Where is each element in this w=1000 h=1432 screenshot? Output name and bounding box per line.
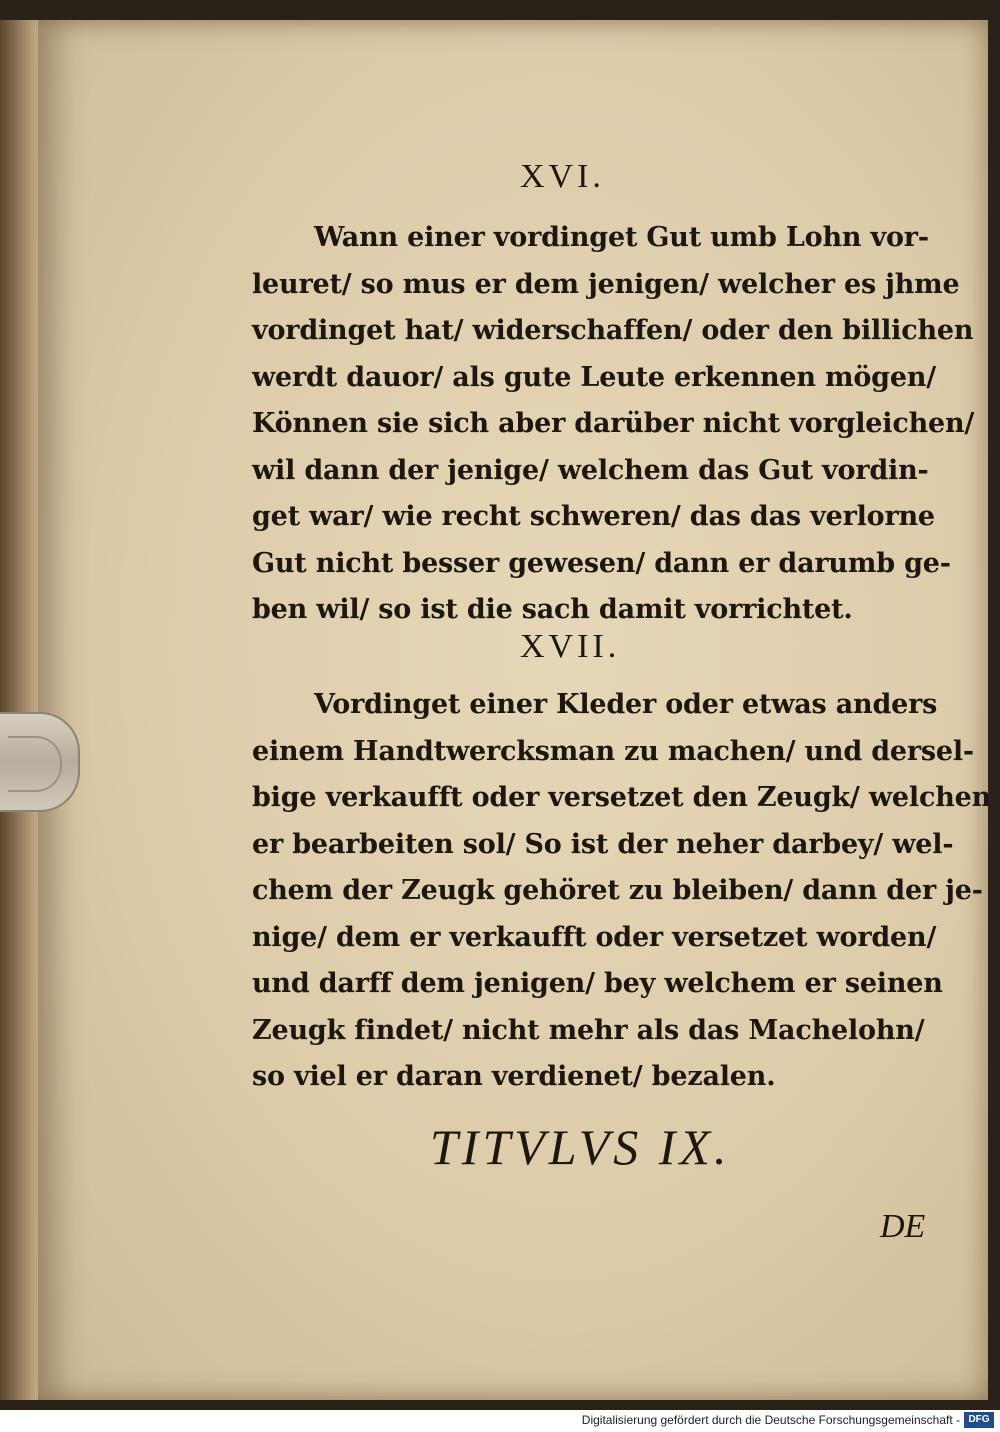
paragraph-line: Können sie sich aber darüber nicht vorgleichen/ (252, 408, 975, 439)
book-page-edges (0, 20, 42, 1400)
section-paragraph-xvii (252, 682, 992, 1101)
paragraph-line: wil dann der jenige/ welchem das Gut vordin- (252, 454, 929, 486)
paragraph-line: Wann einer vordinget Gut umb Lohn vor- (314, 222, 929, 253)
section-heading-xvi: XVI. (520, 158, 605, 195)
paragraph-line: chem der Zeugk gehöret zu bleiben/ dann der je- (252, 875, 983, 906)
dfg-logo-icon: DFG (964, 1412, 994, 1428)
paragraph-line: werdt dauor/ als gute Leute erkennen mögen/ (252, 361, 936, 393)
section-heading-xvii: XVII. (520, 628, 621, 665)
titulus-heading: TITVLVS IX. (430, 1119, 731, 1175)
paragraph-line: Gut nicht besser gewesen/ dann er darumb ge- (252, 547, 951, 579)
section-paragraph-xvi (252, 215, 975, 634)
catchword: DE (880, 1208, 926, 1245)
credit-footer (0, 1410, 1000, 1432)
paragraph-line: vordinget hat/ widerschaffen/ oder den billichen (252, 315, 974, 346)
paragraph-line: Vordinget einer Kleder oder etwas anders (314, 689, 938, 720)
paragraph-line: get war/ wie recht schweren/ das das verlorne (252, 501, 935, 532)
credit-text: Digitalisierung gefördert durch die Deutsche Forschungsgemeinschaft - (581, 1413, 960, 1427)
paragraph-line: und darff dem jenigen/ bey welchem er seinen (252, 968, 943, 999)
paragraph-line: nige/ dem er verkaufft oder versetzet worden/ (252, 921, 937, 953)
paragraph-line: bige verkaufft oder versetzet den Zeugk/ welchen (252, 782, 992, 813)
paragraph-line: Zeugk findet/ nicht mehr als das Machelohn/ (252, 1014, 925, 1046)
paragraph-line: einem Handtwercksman zu machen/ und dersel- (252, 735, 974, 767)
paragraph-line: ben wil/ so ist die sach damit vorrichtet. (252, 594, 853, 625)
paragraph-line: er bearbeiten sol/ So ist der neher darbey/ wel- (252, 828, 954, 860)
paragraph-line: leuret/ so mus er dem jenigen/ welcher es jhme (252, 268, 960, 300)
paragraph-line: so viel er daran verdienet/ bezalen. (252, 1061, 776, 1092)
paper-clip-icon (0, 712, 80, 812)
